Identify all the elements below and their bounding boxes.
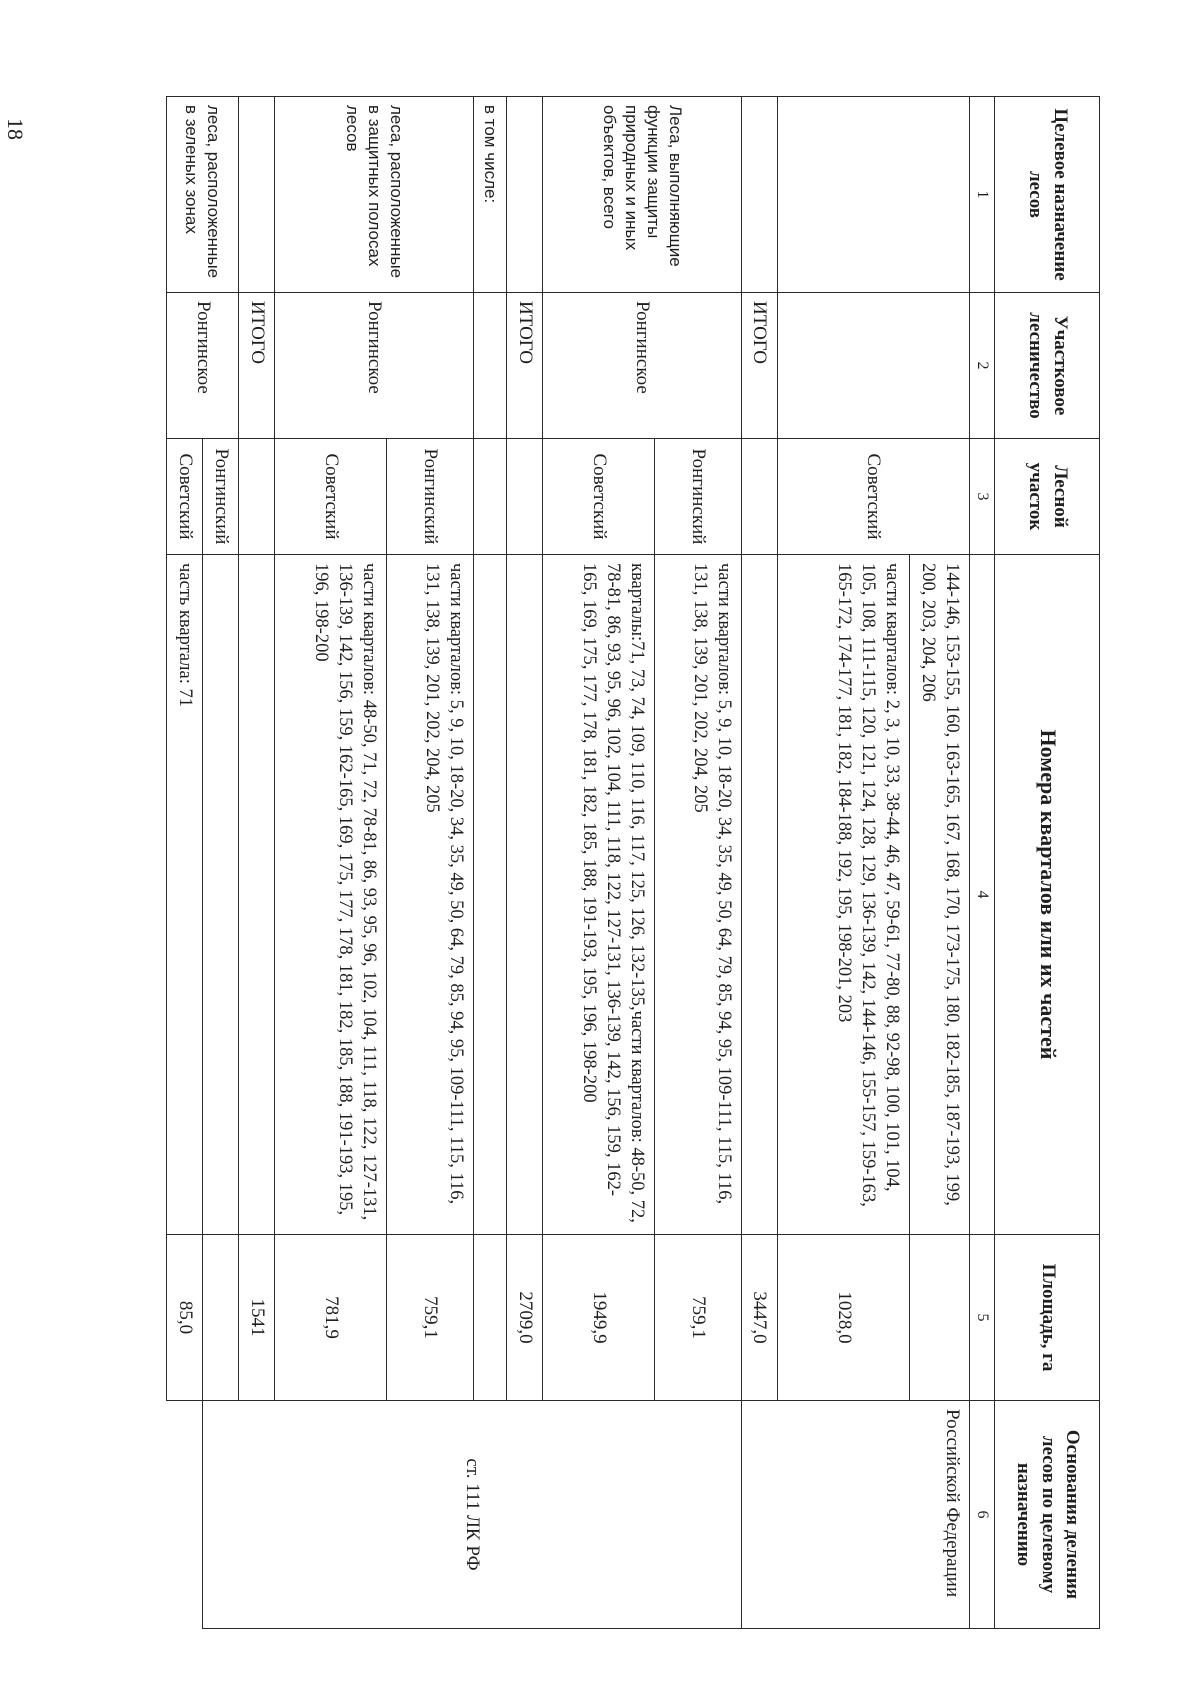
quarters-cell-empty [238,555,274,1235]
district-cell: Советский [167,439,203,555]
basis-cell: ст. 111 ЛК РФ [202,1401,741,1629]
total-row [238,97,274,1629]
district-cell-empty [506,439,542,555]
table-row [910,97,969,1629]
purpose-cell: Леса, выполняющие функции защиты природных и иных объектов, всего [542,97,741,293]
column-number: 3 [969,439,995,555]
district-cell-empty [238,439,274,555]
forestry-cell: Ронгинское [274,293,473,439]
total-label: ИТОГО [238,293,274,439]
area-cell-empty [910,1235,969,1401]
column-number: 6 [969,1401,995,1629]
purpose-cell-empty [238,97,274,293]
rotated-table-container [166,96,1100,1628]
district-cell: Ронгинский [387,439,473,555]
total-label: ИТОГО [506,293,542,439]
column-number: 1 [969,97,995,293]
column-number: 2 [969,293,995,439]
quarters-cell: часть квартала: 71 [167,555,203,1235]
district-cell: Ронгинский [202,439,238,555]
district-cell: Советский [274,439,387,555]
table-row [387,97,473,1629]
area-cell-empty [473,1235,506,1401]
header-district: Лесной участок [995,439,1100,555]
column-number: 4 [969,555,995,1235]
page-number: 18 [3,118,28,140]
purpose-cell: леса, расположенные в зеленых зонах [167,97,239,293]
table-row [655,97,741,1629]
district-cell: Ронгинский [655,439,741,555]
header-forestry: Участковое лесничество [995,293,1100,439]
forestry-cell-empty [777,293,969,439]
header-area: Площадь, га [995,1235,1100,1401]
quarters-cell-empty [506,555,542,1235]
quarters-cell: части кварталов: 5, 9, 10, 18-20, 34, 35, 49, 50, 64, 79, 85, 94, 95, 109-111, 115, 116, 131, 138, 139, 201, 202, 204, 205 [387,555,473,1235]
table-row [202,97,238,1629]
district-cell-empty [741,439,777,555]
quarters-cell-empty [473,555,506,1235]
quarters-cell: части кварталов: 48-50, 71, 72, 78-81, 86, 93, 95, 96, 102, 104, 111, 118, 122, 127-131, 136-139, 142, 156, 159, 162-165, 169, 175, 177, 178, 181, 182, 185, 188, 191-193, 195, 196, 198-200 [274,555,387,1235]
quarters-cell-empty [202,555,238,1235]
area-cell: 759,1 [655,1235,741,1401]
area-cell: 1028,0 [777,1235,910,1401]
area-cell-empty [202,1235,238,1401]
district-cell-empty [473,439,506,555]
quarters-cell: части кварталов: 2, 3, 10, 33, 38-44, 46, 47, 59-61, 77-80, 88, 92-98, 100, 101, 104, 105, 108, 111-115, 120, 121, 124, 128, 129, 136-139, 142, 144-146, 155-157, 159-163, 165-172, 174-177, 181, 182, 184-188, 192, 195, 198-201, 203 [777,555,910,1235]
area-cell: 2709,0 [506,1235,542,1401]
quarters-cell: 144-146, 153-155, 160, 163-165, 167, 168, 170, 173-175, 180, 182-185, 187-193, 199, 200, 203, 204, 206 [910,555,969,1235]
forestry-cell-empty [473,293,506,439]
header-quarters: Номера кварталов или их частей [995,555,1100,1235]
forestry-cell: Ронгинское [167,293,239,439]
purpose-cell-empty [777,97,969,293]
area-cell: 85,0 [167,1235,203,1401]
forest-purpose-table [166,96,1100,1629]
column-number: 5 [969,1235,995,1401]
quarters-cell: кварталы:71, 73, 74, 109, 110, 116, 117, 125, 126, 132-135,части кварталов: 48-50, 72, 78-81, 86, 93, 95, 96, 102, 104, 111, 118, 122, 127-131, 136-139, 142, 156, 159, 162-165, 169, 175, 177, 178, 181, 182, 185, 188, 191-193, 195, 196, 198-200 [542,555,655,1235]
quarters-cell: части кварталов: 5, 9, 10, 18-20, 34, 35, 49, 50, 64, 79, 85, 94, 95, 109-111, 115, 116, 131, 138, 139, 201, 202, 204, 205 [655,555,741,1235]
header-basis: Основания деления лесов по целевому назначению [995,1401,1100,1629]
area-cell: 781,9 [274,1235,387,1401]
total-row [741,97,777,1629]
total-label: ИТОГО [741,293,777,439]
forestry-cell: Ронгинское [542,293,741,439]
quarters-cell-empty [741,555,777,1235]
purpose-cell: леса, расположенные в защитных полосах лесов [274,97,473,293]
district-cell: Советский [777,439,969,555]
total-row [506,97,542,1629]
area-cell: 3447,0 [741,1235,777,1401]
subheading-row [473,97,506,1629]
district-cell: Советский [542,439,655,555]
purpose-cell-empty [506,97,542,293]
area-cell: 1541 [238,1235,274,1401]
area-cell: 1949,9 [542,1235,655,1401]
column-number-row [969,97,995,1629]
purpose-cell-empty [741,97,777,293]
header-purpose: Целевое назначение лесов [995,97,1100,293]
area-cell: 759,1 [387,1235,473,1401]
basis-cell: Российской Федерации [741,1401,969,1629]
header-row [995,97,1100,1629]
subheading-label: в том числе: [473,97,506,293]
